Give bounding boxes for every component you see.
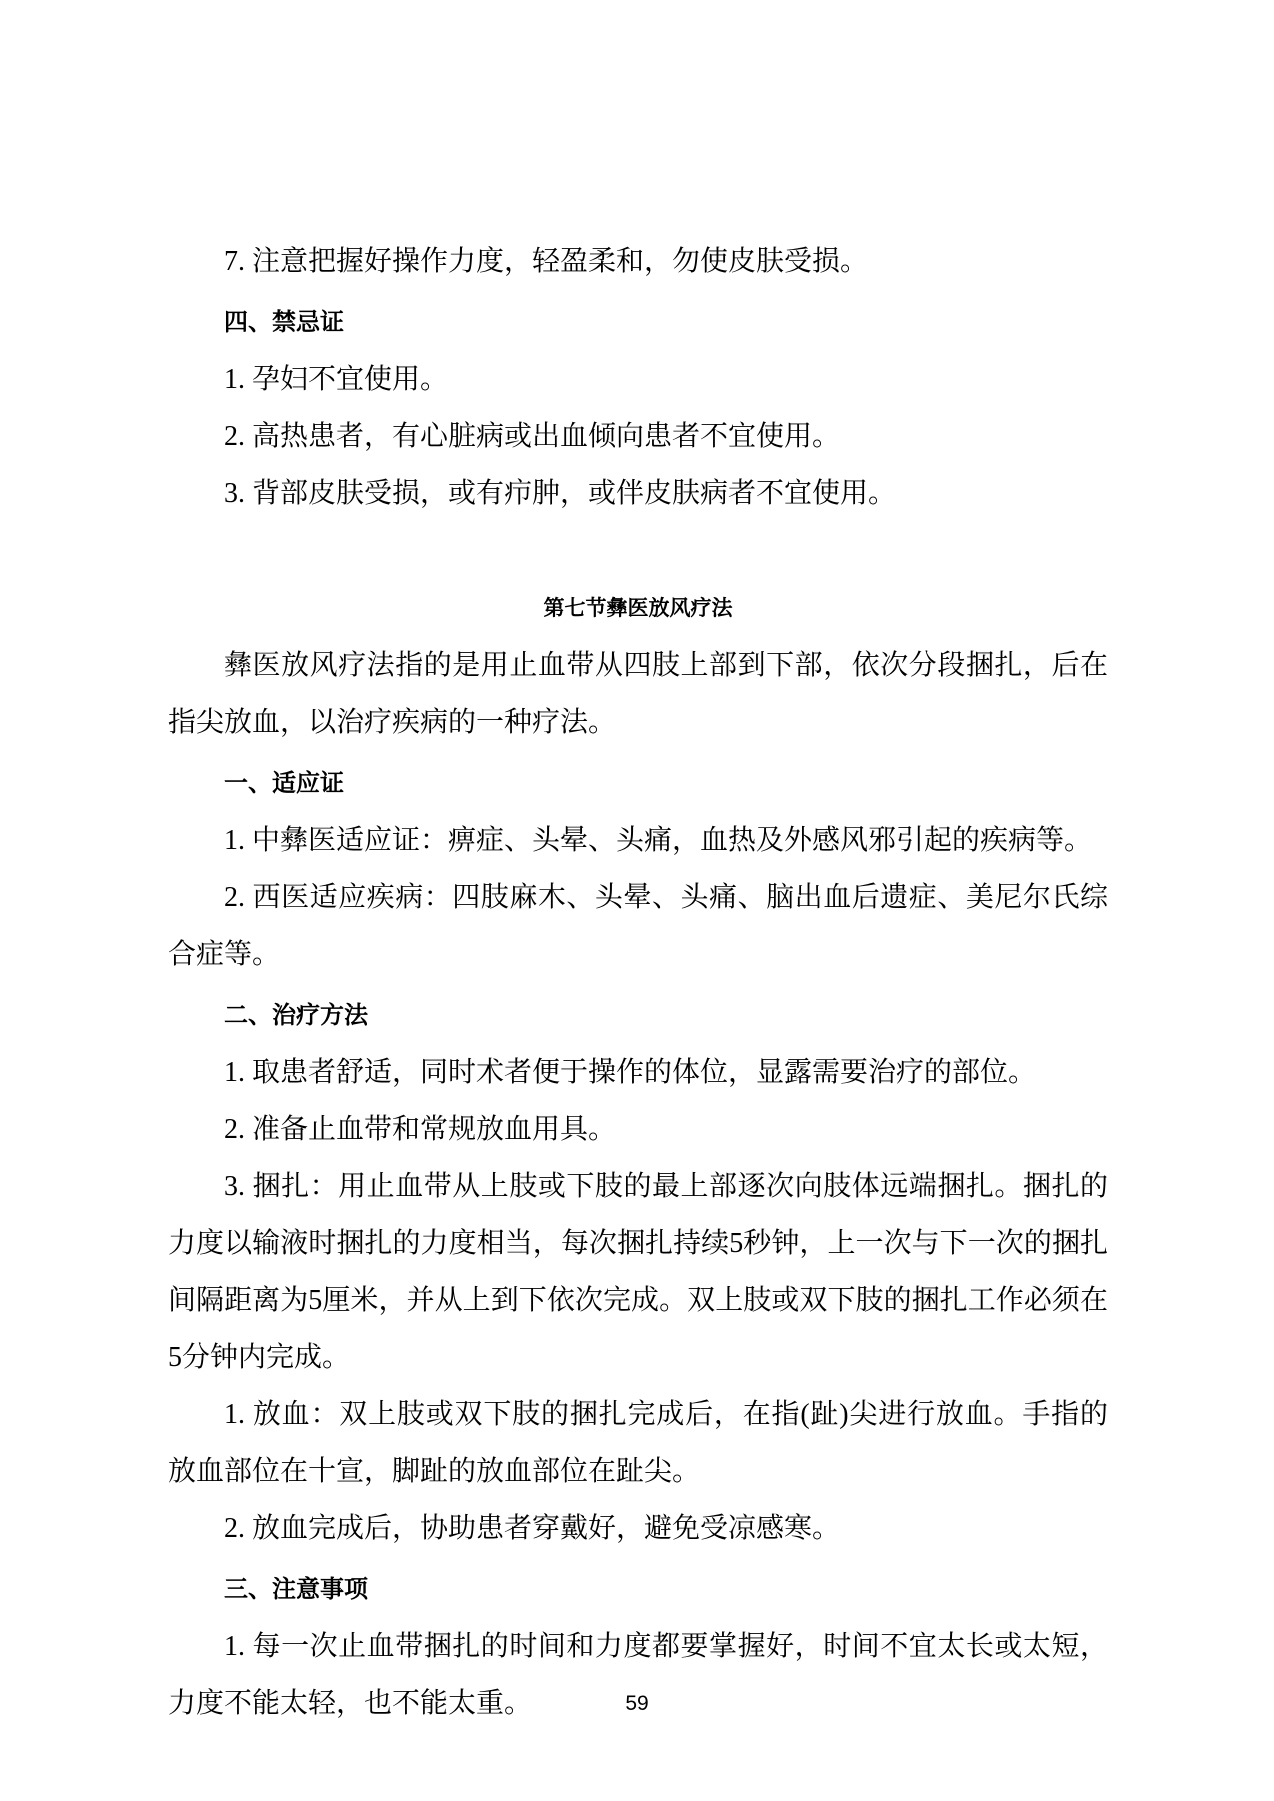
body-paragraph: 7. 注意把握好操作力度，轻盈柔和，勿使皮肤受损。 [224,246,869,277]
section-title: 第七节彝医放风疗法 [543,597,733,620]
sub-heading: 四、禁忌证 [224,309,344,336]
sub-heading: 一、适应证 [224,770,344,797]
body-paragraph: 1. 孕妇不宜使用。 [224,364,449,395]
content-area [168,233,1108,1732]
body-paragraph: 2. 放血完成后，协助患者穿戴好，避免受凉感寒。 [224,1513,841,1544]
body-paragraph: 3. 捆扎：用止血带从上肢或下肢的最上部逐次向肢体远端捆扎。捆扎的力度以输液时捆扎的力度相当，每次捆扎持续5秒钟，上一次与下一次的捆扎间隔距离为5厘米，并从上到下依次完成。双上肢或双下肢的捆扎工作必须在5分钟内完成。 [168,1171,1108,1373]
body-paragraph: 2. 准备止血带和常规放血用具。 [224,1114,617,1145]
body-paragraph: 1. 每一次止血带捆扎的时间和力度都要掌握好，时间不宜太长或太短，力度不能太轻，也不能太重。 [168,1631,1108,1719]
body-paragraph: 1. 放血：双上肢或双下肢的捆扎完成后，在指(趾)尖进行放血。手指的放血部位在十宣，脚趾的放血部位在趾尖。 [168,1399,1108,1487]
body-paragraph: 1. 中彝医适应证：痹症、头晕、头痛，血热及外感风邪引起的疾病等。 [224,825,1093,856]
body-paragraph: 2. 高热患者，有心脏病或出血倾向患者不宜使用。 [224,421,841,452]
body-paragraph: 3. 背部皮肤受损，或有疖肿，或伴皮肤病者不宜使用。 [224,478,897,509]
sub-heading: 二、治疗方法 [224,1002,368,1029]
page-number: 59 [625,1692,649,1715]
sub-heading: 三、注意事项 [224,1576,368,1603]
body-paragraph: 1. 取患者舒适，同时术者便于操作的体位，显露需要治疗的部位。 [224,1057,1037,1088]
body-paragraph: 2. 西医适应疾病：四肢麻木、头晕、头痛、脑出血后遗症、美尼尔氏综合症等。 [168,882,1108,970]
body-paragraph: 彝医放风疗法指的是用止血带从四肢上部到下部，依次分段捆扎，后在指尖放血，以治疗疾病的一种疗法。 [168,650,1108,738]
